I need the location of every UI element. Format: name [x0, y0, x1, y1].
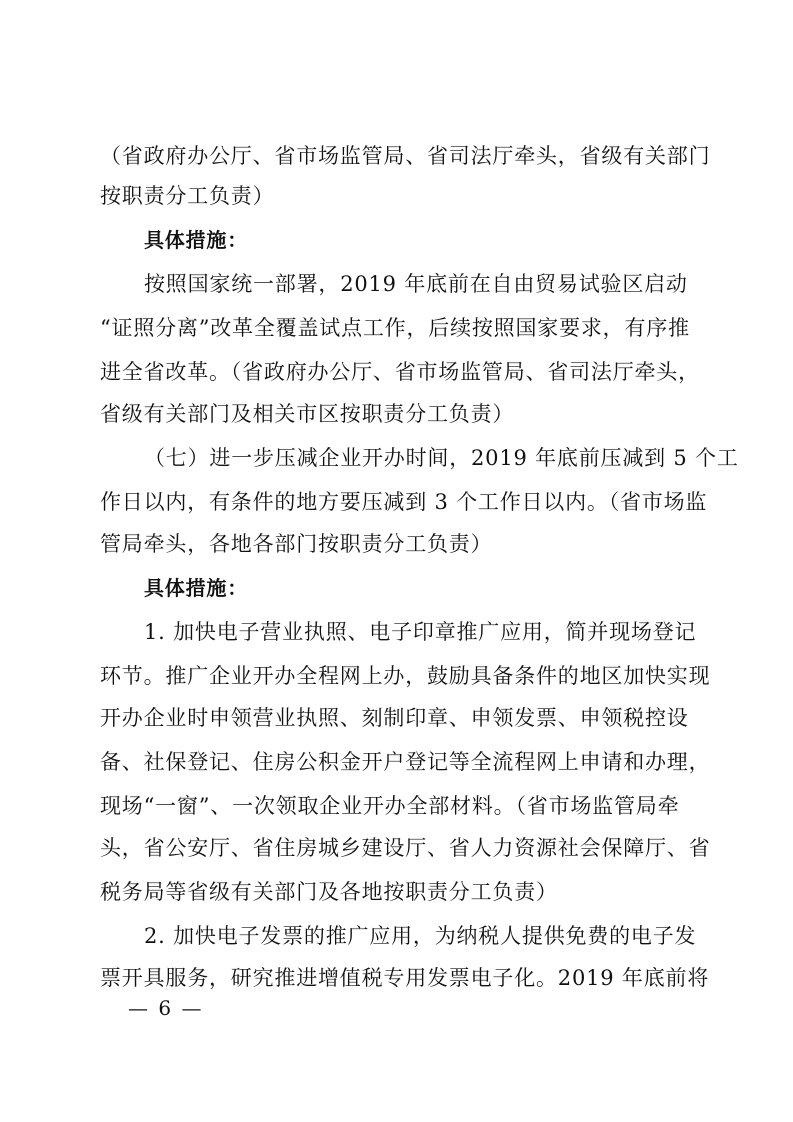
text-line: 2. 加快电子发票的推广应用，为纳税人提供免费的电子发 [144, 924, 697, 948]
text-line: 现场“一窗”、一次领取企业开办全部材料。（省市场监管局牵 [100, 794, 680, 818]
section-heading: 具体措施： [144, 228, 248, 252]
text-line: 税务局等省级有关部门及各地按职责分工负责） [100, 880, 558, 904]
section-heading: 具体措施： [144, 576, 248, 600]
text-line: “证照分离”改革全覆盖试点工作，后续按照国家要求，有序推 [100, 316, 690, 340]
text-line: 环节。推广企业开办全程网上办，鼓励具备条件的地区加快实现 [100, 664, 711, 688]
text-line: 作日以内，有条件的地方要压减到 3 个工作日以内。（省市场监 [100, 490, 708, 514]
page-number: — 6 — [128, 996, 204, 1020]
text-line: 按职责分工负责） [100, 184, 275, 208]
text-line: 省级有关部门及相关市区按职责分工负责） [100, 402, 515, 426]
text-line: 1. 加快电子营业执照、电子印章推广应用，简并现场登记 [144, 620, 697, 644]
text-line: 管局牵头，各地各部门按职责分工负责） [100, 532, 493, 556]
text-line: 按照国家统一部署，2019 年底前在自由贸易试验区启动 [144, 272, 688, 296]
text-line: （七）进一步压减企业开办时间，2019 年底前压减到 5 个工 [144, 446, 739, 470]
text-line: 头，省公安厅、省住房城乡建设厅、省人力资源社会保障厅、省 [100, 836, 711, 860]
text-line: （省政府办公厅、省市场监管局、省司法厅牵头，省级有关部门 [100, 144, 711, 168]
text-line: 备、社保登记、住房公积金开户登记等全流程网上申请和办理， [100, 750, 711, 774]
text-line: 票开具服务，研究推进增值税专用发票电子化。2019 年底前将 [100, 966, 710, 990]
text-line: 进全省改革。（省政府办公厅、省市场监管局、省司法厅牵头， [100, 360, 700, 384]
text-line: 开办企业时申领营业执照、刻制印章、申领发票、申领税控设 [100, 706, 689, 730]
